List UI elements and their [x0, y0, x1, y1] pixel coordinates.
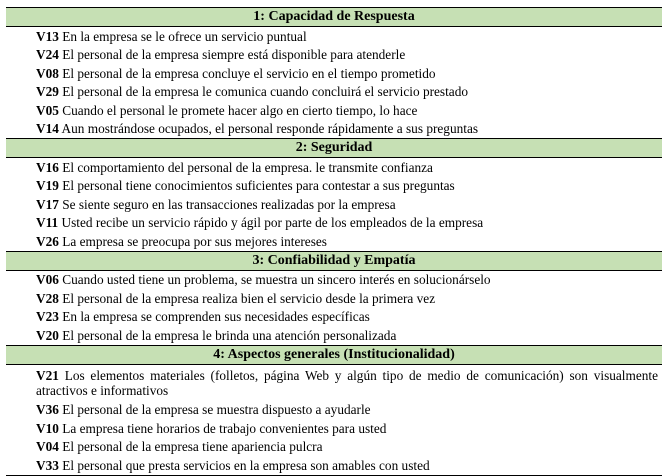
item-text: El personal de la empresa realiza bien el servicio desde la primera vez	[62, 290, 436, 306]
table-row	[6, 456, 662, 475]
item-code: V06	[36, 272, 59, 288]
item-code: V28	[36, 290, 59, 306]
item-code: V08	[36, 65, 59, 81]
section-title: 1: Capacidad de Respuesta	[6, 8, 662, 27]
section-header-2	[6, 139, 662, 158]
table-row	[6, 438, 662, 457]
item-code: V13	[36, 28, 59, 44]
item-code: V24	[36, 47, 59, 63]
table-row	[6, 64, 662, 83]
item-code: V19	[36, 178, 59, 194]
item-text: El personal de la empresa se muestra dispuesto a ayudarle	[62, 402, 371, 418]
table-row	[6, 101, 662, 120]
item-text: Usted recibe un servicio rápido y ágil por parte de los empleados de la empresa	[61, 215, 484, 231]
table-row	[6, 83, 662, 102]
item-code: V14	[36, 121, 59, 137]
item-text: En la empresa se le ofrece un servicio puntual	[62, 28, 307, 44]
table-row	[6, 308, 662, 327]
table-row	[6, 326, 662, 345]
item-code: V26	[36, 233, 59, 249]
section-header-4	[6, 345, 662, 364]
item-code: V04	[36, 439, 59, 455]
table-row	[6, 27, 662, 46]
table-row	[6, 232, 662, 251]
item-text: En la empresa se comprenden sus necesidades específicas	[62, 309, 370, 325]
section-title: 4: Aspectos generales (Institucionalidad)	[6, 345, 662, 364]
item-code: V17	[36, 196, 59, 212]
item-text: El personal de la empresa siempre está disponible para atenderle	[62, 47, 406, 63]
item-code: V29	[36, 84, 59, 100]
table-row	[6, 158, 662, 177]
item-code: V10	[36, 420, 59, 436]
table-row	[6, 289, 662, 308]
section-title: 3: Confiabilidad y Empatía	[6, 251, 662, 270]
item-code: V16	[36, 159, 59, 175]
item-text: Cuando el personal le promete hacer algo en cierto tiempo, lo hace	[62, 102, 418, 118]
table-row	[6, 46, 662, 65]
table-row	[6, 120, 662, 139]
item-code: V11	[36, 215, 59, 231]
item-code: V23	[36, 309, 59, 325]
item-text: El personal de la empresa le brinda una atención personalizada	[62, 327, 397, 343]
item-text: La empresa se preocupa por sus mejores intereses	[62, 233, 327, 249]
item-text: El personal de la empresa le comunica cuando concluirá el servicio prestado	[62, 84, 468, 100]
item-text: El personal de la empresa concluye el servicio en el tiempo prometido	[62, 65, 436, 81]
table-row	[6, 195, 662, 214]
table-row	[6, 401, 662, 420]
section-header-3	[6, 251, 662, 270]
item-code: V21	[36, 367, 59, 383]
table-row	[6, 364, 662, 401]
item-text: Los elementos materiales (folletos, página Web y algún tipo de medio de comunicación) son visualmente atractivos e informativos	[36, 367, 658, 398]
item-text: El personal que presta servicios en la empresa son amables con usted	[62, 457, 430, 473]
table-row	[6, 177, 662, 196]
dimensions-table	[6, 7, 662, 476]
item-code: V33	[36, 457, 59, 473]
table-row	[6, 270, 662, 289]
item-text: La empresa tiene horarios de trabajo convenientes para usted	[62, 420, 387, 436]
item-text: El comportamiento del personal de la empresa. le transmite confianza	[62, 159, 433, 175]
item-code: V36	[36, 402, 59, 418]
table-row	[6, 419, 662, 438]
item-text: Se siente seguro en las transacciones realizadas por la empresa	[62, 196, 396, 212]
section-header-1	[6, 8, 662, 27]
item-text: Aun mostrándose ocupados, el personal responde rápidamente a sus preguntas	[61, 121, 479, 137]
section-title: 2: Seguridad	[6, 139, 662, 158]
item-text: El personal de la empresa tiene apariencia pulcra	[62, 439, 323, 455]
item-code: V20	[36, 327, 59, 343]
item-code: V05	[36, 102, 59, 118]
item-text: Cuando usted tiene un problema, se muestra un sincero interés en solucionárselo	[62, 272, 491, 288]
item-text: El personal tiene conocimientos suficientes para contestar a sus preguntas	[62, 178, 455, 194]
table-row	[6, 214, 662, 233]
